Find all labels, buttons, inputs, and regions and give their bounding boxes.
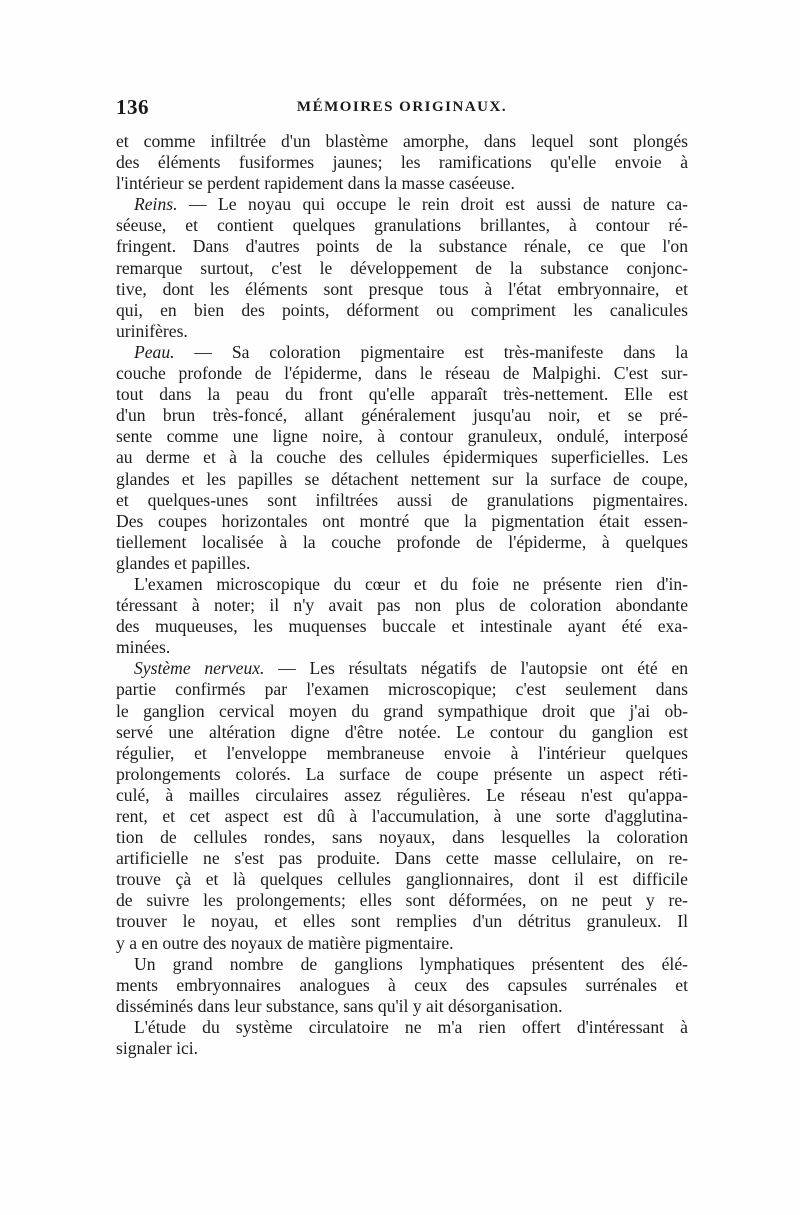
text-line: trouver le noyau, et elles sont remplies d'un détritus granuleux. Il <box>116 911 688 932</box>
body-text <box>116 131 688 1059</box>
text-line: minées. <box>116 637 171 658</box>
text-line: d'un brun très-foncé, allant généralement jusqu'au noir, et se pré- <box>116 405 688 426</box>
section-heading-reins: Reins. <box>134 194 178 215</box>
text-line: y a en outre des noyaux de matière pigmentaire. <box>116 932 454 953</box>
text-line: tive, dont les éléments sont presque tous à l'état embryonnaire, et <box>116 278 688 299</box>
text-line: tiellement localisée à la couche profonde de l'épiderme, à quelques <box>116 531 688 552</box>
text-line: L'étude du système circulatoire ne m'a rien offert d'intéressant à <box>134 1016 688 1037</box>
text-line: couche profonde de l'épiderme, dans le réseau de Malpighi. C'est sur- <box>116 363 688 384</box>
text-line: et comme infiltrée d'un blastème amorphe, dans lequel sont plongés <box>116 131 688 151</box>
running-head: MÉMOIRES ORIGINAUX. <box>296 99 508 115</box>
section-heading-systeme-nerveux: Système nerveux. <box>134 658 265 679</box>
text-line: l'intérieur se perdent rapidement dans la masse caséeuse. <box>116 173 515 194</box>
text-line: tout dans la peau du front qu'elle apparaît très-nettement. Elle est <box>116 384 688 405</box>
text-line: culé, à mailles circulaires assez régulières. Le réseau n'est qu'appa- <box>116 784 688 805</box>
text-line: trouve çà et là quelques cellules ganglionnaires, dont il est difficile <box>116 869 688 890</box>
text-line: rent, et cet aspect est dû à l'accumulation, à une sorte d'agglutina- <box>116 806 688 826</box>
text-span: — Les résultats négatifs de l'autopsie ont été en <box>264 658 689 679</box>
text-line: séeuse, et contient quelques granulations brillantes, à contour ré- <box>116 215 688 236</box>
text-line: glandes et papilles. <box>116 552 251 573</box>
text-line: qui, en bien des points, déforment ou compriment les canalicules <box>116 299 688 320</box>
text-line: artificielle ne s'est pas produite. Dans cette masse cellulaire, on re- <box>116 848 688 869</box>
text-line: servé une altération digne d'être notée. Le contour du ganglion est <box>116 721 688 742</box>
text-line: signaler ici. <box>116 1038 199 1059</box>
text-line: prolongements colorés. La surface de coupe présente un aspect réti- <box>116 763 688 784</box>
text-line: ments embryonnaires analogues à ceux des capsules surrénales et <box>116 974 688 995</box>
text-line: fringent. Dans d'autres points de la substance rénale, ce que l'on <box>116 236 688 257</box>
text-line: régulier, et l'enveloppe membraneuse envoie à l'intérieur quelques <box>116 742 688 763</box>
text-line: urinifères. <box>116 320 188 341</box>
text-line: sente comme une ligne noire, à contour granuleux, ondulé, interposé <box>116 426 688 447</box>
text-line: des muqueuses, les muquenses buccale et intestinale ayant été exa- <box>116 616 688 637</box>
page-number: 136 <box>116 95 149 119</box>
text-line: L'examen microscopique du cœur et du foie ne présente rien d'in- <box>134 573 688 594</box>
text-line: au derme et à la couche des cellules épidermiques superficielles. Les <box>116 447 688 468</box>
text-line: disséminés dans leur substance, sans qu'il y ait désorganisation. <box>116 995 563 1016</box>
text-line: téressant à noter; il n'y avait pas non plus de coloration abondante <box>116 595 688 616</box>
text-line: tion de cellules rondes, sans noyaux, dans lesquelles la coloration <box>116 827 688 848</box>
text-line: des éléments fusiformes jaunes; les ramifications qu'elle envoie à <box>116 152 688 173</box>
text-line: remarque surtout, c'est le développement de la substance conjonc- <box>116 257 688 278</box>
text-line: le ganglion cervical moyen du grand sympathique droit que j'ai ob- <box>116 700 688 721</box>
page-header <box>116 95 688 121</box>
text-span: — Sa coloration pigmentaire est très-manifeste dans la <box>174 341 688 362</box>
text-line: Un grand nombre de ganglions lymphatiques présentent des élé- <box>134 953 688 974</box>
text-line: et quelques-unes sont infiltrées aussi de granulations pigmentaires. <box>116 489 688 510</box>
text-line: partie confirmés par l'examen microscopique; c'est seulement dans <box>116 679 688 700</box>
text-span: — Le noyau qui occupe le rein droit est aussi de nature ca- <box>177 194 688 215</box>
text-line: Des coupes horizontales ont montré que la pigmentation était essen- <box>116 510 688 531</box>
section-heading-peau: Peau. <box>134 341 175 362</box>
text-line: de suivre les prolongements; elles sont déformées, on ne peut y re- <box>116 890 688 911</box>
text-line <box>116 342 688 363</box>
text-line <box>116 194 688 215</box>
text-line <box>116 658 688 679</box>
text-line: glandes et les papilles se détachent nettement sur la surface de coupe, <box>116 468 688 489</box>
